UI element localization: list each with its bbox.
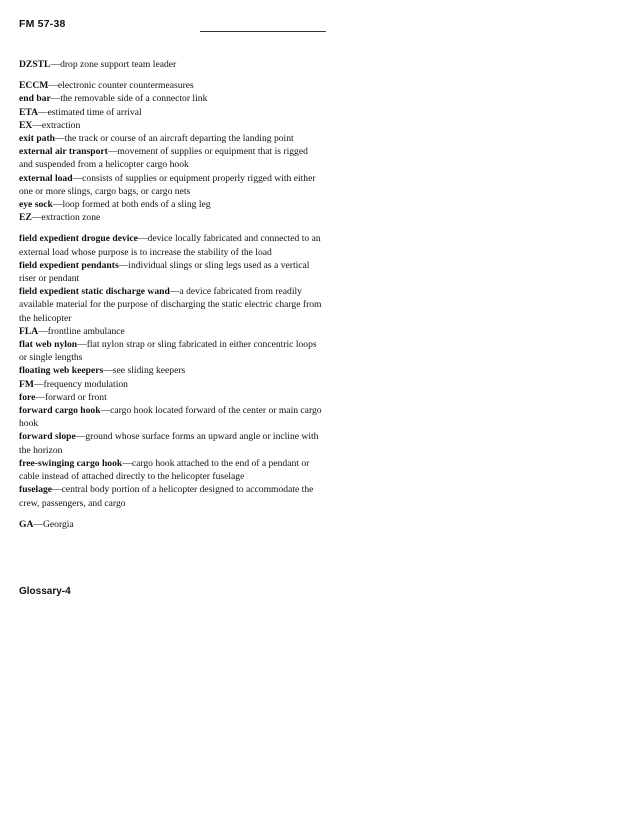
term-separator: — xyxy=(169,286,180,298)
glossary-entry-eccm xyxy=(19,79,324,92)
glossary-entry-end-bar xyxy=(19,92,324,105)
glossary-definition: estimated time of arrival xyxy=(47,106,142,118)
glossary-term: EZ xyxy=(19,212,32,224)
glossary-definition: extraction xyxy=(41,119,81,131)
glossary-term: FM xyxy=(19,378,34,390)
glossary-term: ECCM xyxy=(19,80,49,92)
glossary-entry-eta xyxy=(19,106,324,119)
glossary-entry-flat-web-nylon xyxy=(19,338,324,364)
glossary-entry-field-expedient-drogue-device xyxy=(19,232,324,258)
term-separator: — xyxy=(103,365,113,377)
glossary-entry-external-air-transport xyxy=(19,145,324,171)
glossary-definition: flat nylon strap or sling fabricated in either concentric loops or single lengths xyxy=(19,339,317,364)
term-separator: — xyxy=(31,212,42,224)
glossary-definition: extraction zone xyxy=(41,212,101,224)
glossary-term: eye sock xyxy=(19,199,53,211)
glossary-term: fuselage xyxy=(19,484,53,496)
glossary-entry-ez xyxy=(19,211,324,224)
glossary-entry-floating-web-keepers xyxy=(19,364,324,377)
term-separator: — xyxy=(122,457,132,469)
term-separator: — xyxy=(48,80,58,92)
term-separator: — xyxy=(54,133,65,145)
glossary-entry-exit-path xyxy=(19,132,324,145)
glossary-term: fore xyxy=(19,391,36,403)
glossary-list xyxy=(19,58,324,531)
glossary-entry-fore xyxy=(19,391,324,404)
glossary-entry-field-expedient-static-discharge-wand xyxy=(19,285,324,325)
glossary-entry-ga xyxy=(19,518,324,531)
glossary-term: external air transport xyxy=(19,146,108,158)
term-separator: — xyxy=(33,518,43,530)
glossary-term: ETA xyxy=(19,106,39,118)
glossary-entry-fm xyxy=(19,378,324,391)
glossary-term: free-swinging cargo hook xyxy=(19,457,123,469)
glossary-definition: loop formed at both ends of a sling leg xyxy=(62,199,211,211)
glossary-definition: Georgia xyxy=(42,518,74,530)
glossary-term: DZSTL xyxy=(19,59,51,70)
page-number-footer: Glossary-4 xyxy=(19,586,71,597)
glossary-term: forward cargo hook xyxy=(19,405,101,417)
term-separator: — xyxy=(75,431,86,443)
glossary-definition: frequency modulation xyxy=(43,378,128,390)
glossary-definition: see sliding keepers xyxy=(112,365,186,377)
glossary-term: GA xyxy=(19,518,34,530)
glossary-entry-free-swinging-cargo-hook xyxy=(19,457,324,483)
term-separator: — xyxy=(72,172,83,184)
glossary-term: FLA xyxy=(19,325,39,337)
glossary-definition: consists of supplies or equipment properly rigged with either one or more slings, cargo bags, or cargo nets xyxy=(19,172,316,197)
glossary-definition: a device fabricated from readily available material for the purpose of discharging the static electric charge from the helicopter xyxy=(19,286,322,324)
glossary-entry-field-expedient-pendants xyxy=(19,259,324,285)
term-separator: — xyxy=(52,484,62,496)
glossary-term: field expedient static discharge wand xyxy=(19,286,170,298)
term-separator: — xyxy=(50,59,61,70)
term-separator: — xyxy=(52,199,63,211)
glossary-term: exit path xyxy=(19,133,55,145)
document-id-header: FM 57-38 xyxy=(19,18,66,30)
glossary-entry-forward-cargo-hook xyxy=(19,404,324,430)
glossary-definition: electronic counter countermeasures xyxy=(57,80,194,92)
term-separator: — xyxy=(32,119,42,131)
header-rule xyxy=(200,31,326,32)
glossary-definition: the removable side of a connector link xyxy=(60,93,208,105)
glossary-definition: device locally fabricated and connected to an external load whose purpose is to increase the stability of the load xyxy=(19,233,321,258)
term-separator: — xyxy=(77,339,87,351)
term-separator: — xyxy=(38,106,48,118)
glossary-definition: drop zone support team leader xyxy=(60,59,177,70)
glossary-term: floating web keepers xyxy=(19,365,104,377)
glossary-definition: forward or front xyxy=(44,391,107,403)
glossary-term: field expedient drogue device xyxy=(19,233,138,245)
glossary-entry-fuselage xyxy=(19,483,324,509)
glossary-definition: individual slings or sling legs used as a vertical riser or pendant xyxy=(19,259,310,285)
glossary-definition: movement of supplies or equipment that is rigged and suspended from a helicopter cargo hook xyxy=(19,146,308,171)
term-separator: — xyxy=(118,259,129,271)
glossary-term: EX xyxy=(19,119,33,131)
glossary-definition: ground whose surface forms an upward angle or incline with the horizon xyxy=(19,431,319,456)
glossary-term: external load xyxy=(19,172,73,184)
term-separator: — xyxy=(35,391,45,403)
glossary-term: field expedient pendants xyxy=(19,259,119,271)
term-separator: — xyxy=(33,378,44,390)
glossary-definition: the track or course of an aircraft departing the landing point xyxy=(64,133,294,145)
glossary-entry-ex xyxy=(19,119,324,132)
glossary-entry-fla xyxy=(19,325,324,338)
glossary-entry-forward-slope xyxy=(19,430,324,456)
glossary-entry-external-load xyxy=(19,172,324,198)
glossary-term: end bar xyxy=(19,93,51,105)
term-separator: — xyxy=(50,93,61,105)
glossary-entry-dzstl xyxy=(19,58,324,71)
glossary-definition: cargo hook located forward of the center or main cargo hook xyxy=(19,405,322,430)
glossary-entry-eye-sock xyxy=(19,198,324,211)
term-separator: — xyxy=(137,233,148,245)
term-separator: — xyxy=(100,405,111,417)
glossary-definition: central body portion of a helicopter designed to accommodate the crew, passengers, and cargo xyxy=(19,484,314,509)
term-separator: — xyxy=(107,146,118,158)
glossary-term: flat web nylon xyxy=(19,339,78,351)
glossary-term: forward slope xyxy=(19,431,76,443)
term-separator: — xyxy=(38,325,48,337)
glossary-definition: cargo hook attached to the end of a pendant or cable instead of attached directly to the helicopter fuselage xyxy=(19,457,310,483)
glossary-definition: frontline ambulance xyxy=(47,325,125,337)
